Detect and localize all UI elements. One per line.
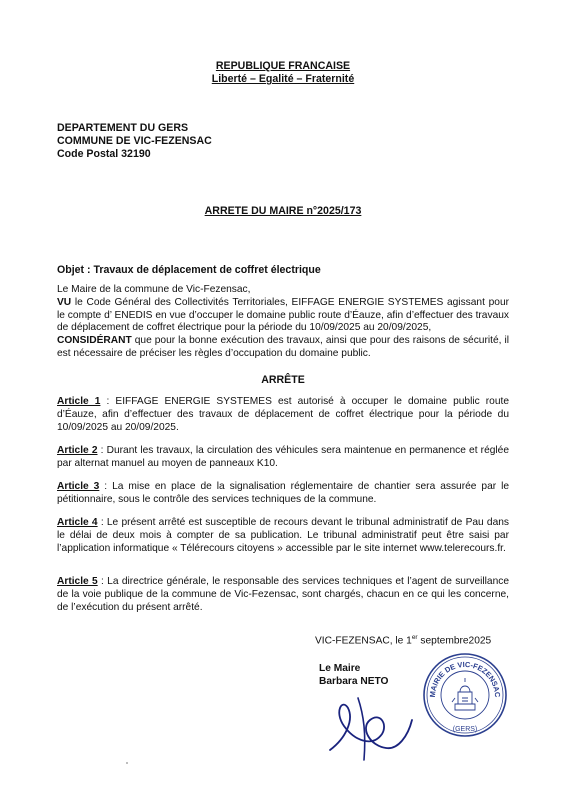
article-2 [57,445,509,471]
republic-heading: REPUBLIQUE FRANCAISE [215,60,351,72]
vu-text: le Code Général des Collectivités Territoriales, EIFFAGE ENERGIE SYSTEMES agissant pour le compte d’ ENEDIS en vue d’occuper le domaine public route d’Éauze, afin d’effectuer des travaux de déplacement de coffret électrique pour la période du 10/09/2025 au 20/09/2025, [57,296,509,334]
place-date [315,634,491,646]
republic-motto: Liberté – Egalité – Fraternité [211,73,355,85]
considerant-label: CONSIDÉRANT [57,335,132,347]
article-text: : Le présent arrêté est susceptible de recours devant le tribunal administratif de Pau dans le délai de deux mois à compter de sa publication. Le tribunal administratif peut être saisi par l’application informatique « Télérecours citoyens » accessible par le site internet www.telerecours.fr. [57,517,510,554]
article-5 [57,576,509,614]
signatory [319,662,388,688]
vu-label: VU [57,296,72,308]
article-label: Article 4 [57,517,98,528]
place-date-sup: er [411,634,418,641]
seal-emblem [452,678,478,710]
objet-line: Objet : Travaux de déplacement de coffret électrique [57,264,321,276]
preamble-intro: Le Maire de la commune de Vic-Fezensac, [57,284,251,295]
mairie-seal-stamp [422,652,508,738]
postal-code: Code Postal 32190 [57,148,151,160]
vu-paragraph [57,297,509,335]
seal-text: MAIRIE DE VIC-FEZENSAC [427,659,503,698]
article-text: : EIFFAGE ENERGIE SYSTEMES est autorisé à occuper le domaine public route d’Éauze, afin d’effectuer des travaux de déplacement de coffret électrique pour la période du 10/09/2025 au 20/09/2025. [57,396,509,433]
place-date-prefix: VIC-FEZENSAC, le 1 [315,635,412,647]
article-1 [57,396,509,434]
article-3 [57,481,509,507]
article-text: : La mise en place de la signalisation réglementaire de chantier sera assurée par le pétitionnaire, sous le contrôle des services techniques de la commune. [57,481,510,505]
article-4 [57,517,509,555]
preamble [57,284,509,361]
article-label: Article 1 [57,396,101,407]
seal-bottom-text: (GERS) [452,726,478,733]
department-block [57,122,212,161]
handwritten-signature [318,690,418,762]
scan-speck [126,762,128,764]
signatory-role: Le Maire [319,663,361,674]
article-text: : Durant les travaux, la circulation des véhicules sera maintenue en permanence et réglée par alternat manuel au moyen de panneaux K10. [57,445,509,469]
article-text: : La directrice générale, le responsable des services techniques et l’agent de surveillance de la voie publique de la commune de Vic-Fezensac, sont chargés, chacun en ce qui les concerne, de l’exécution du présent arrêté. [57,576,510,613]
place-date-suffix: septembre2025 [417,635,492,647]
article-label: Article 3 [57,481,100,492]
arrete-title: ARRETE DU MAIRE n°2025/173 [204,205,362,217]
signatory-name: Barbara NETO [319,676,389,687]
department-name: DEPARTEMENT DU GERS [57,122,189,134]
considerant-paragraph [57,335,509,361]
article-label: Article 5 [57,576,98,587]
article-label: Article 2 [57,445,98,456]
arrete-heading: ARRÊTE [261,374,305,386]
commune-name: COMMUNE DE VIC-FEZENSAC [57,135,212,147]
considerant-text: que pour la bonne exécution des travaux, ainsi que pour des raisons de sécurité, il est nécessaire de préciser les règles d’occupation du domaine public. [57,335,509,359]
